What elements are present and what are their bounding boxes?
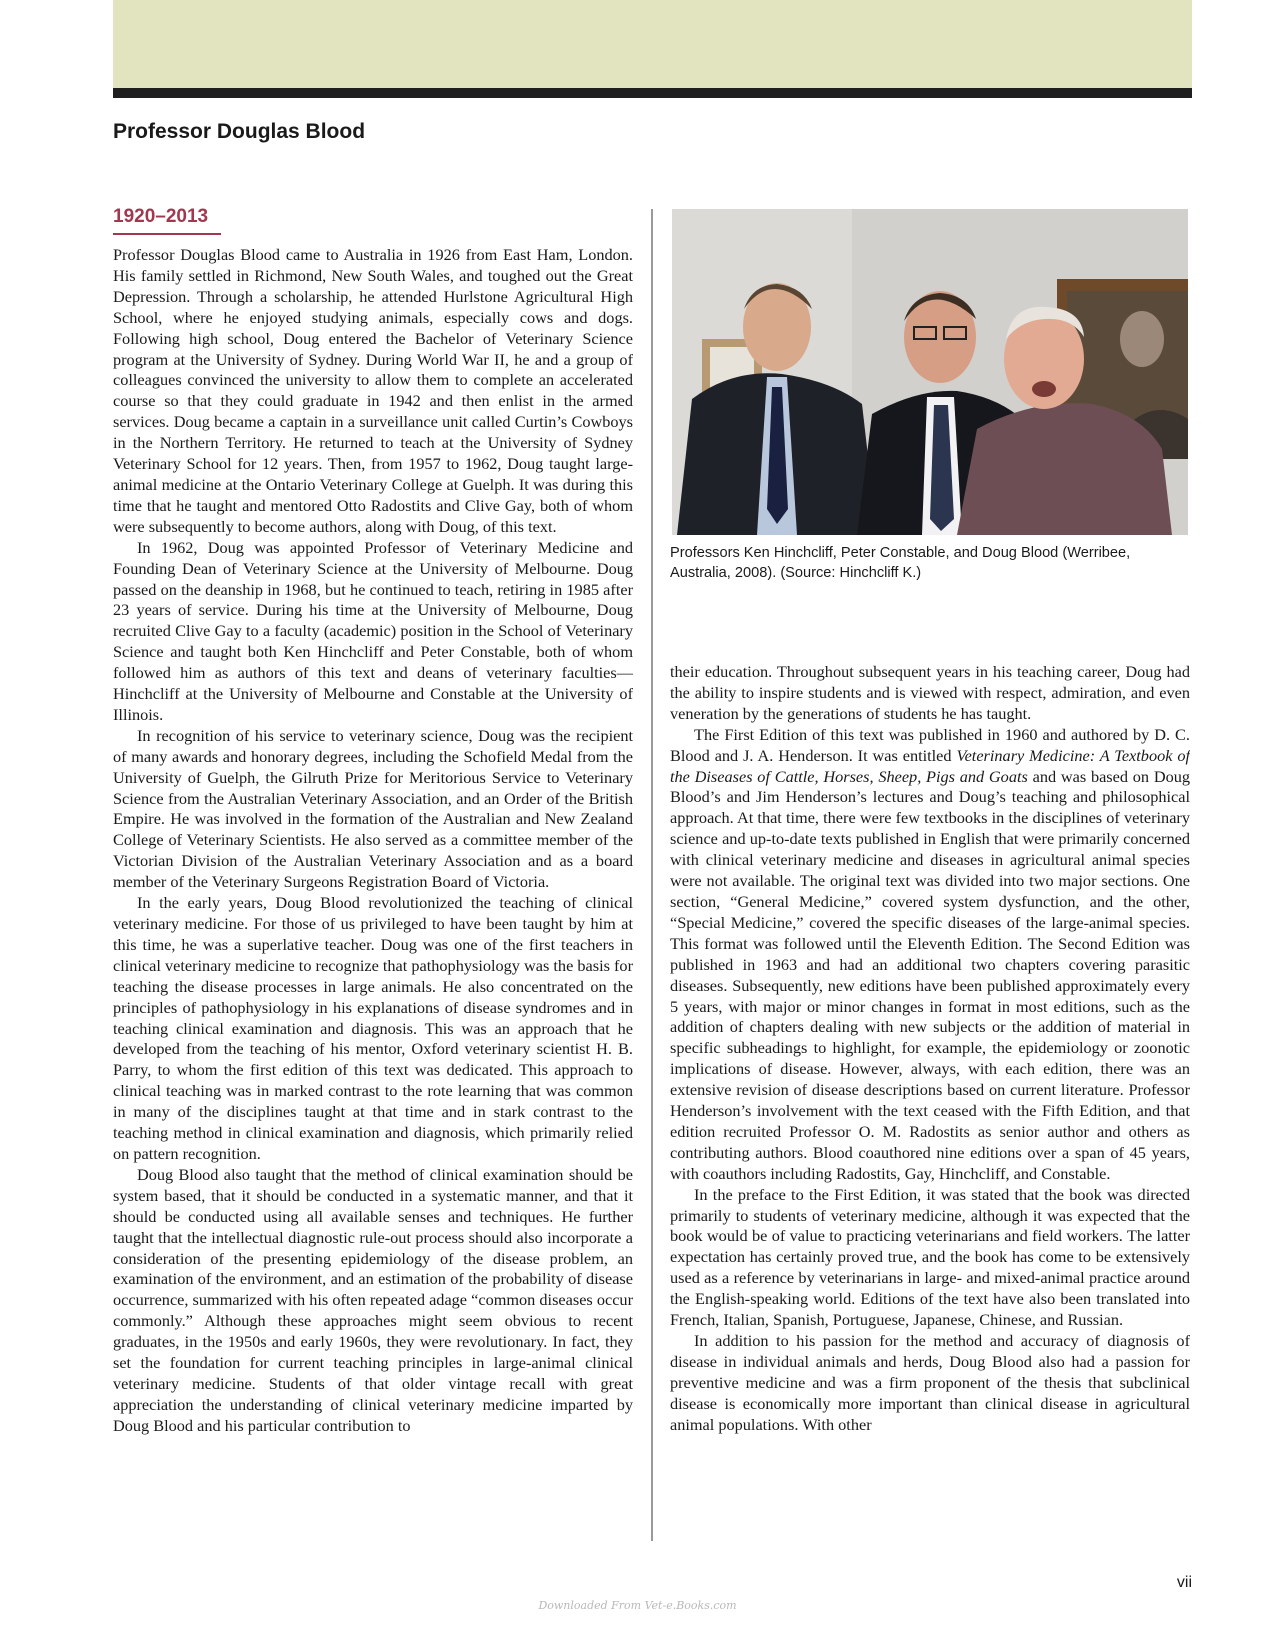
paragraph: In the preface to the First Edition, it was stated that the book was directed primarily to students of veterinary medicine, although it was expected that the book would be of value to practicing veterinarians and field workers. The latter expectation has certainly proved true, and the book has come to be extensively used as a reference by veterinarians in large- and mixed-animal practice around the English-speaking world. Editions of the text have also been translated into French, Italian, Spanish, Portuguese, Japanese, Chinese, and Russian.: [670, 1184, 1190, 1330]
years-heading: 1920–2013: [113, 206, 209, 227]
watermark: Downloaded From Vet-e.Books.com: [538, 1599, 737, 1612]
left-column: [113, 245, 633, 1545]
header-rule: [113, 88, 1192, 98]
book-title: Veterinary Medicine: A Textbook of the Diseases of Cattle, Horses, Sheep, Pigs and Goats: [670, 745, 1190, 786]
years-underline: [113, 233, 221, 235]
paragraph: In addition to his passion for the method and accuracy of diagnosis of disease in individual animals and herds, Doug Blood also had a passion for preventive medicine and was a firm proponent of the thesis that subclinical disease is economically more important than clinical disease in agricultural animal populations. With other: [670, 1331, 1190, 1434]
portrait-photo: [672, 209, 1188, 535]
paragraph: Professor Douglas Blood came to Australia in 1926 from East Ham, London. His family settled in Richmond, New South Wales, and toughed out the Great Depression. Through a scholarship, he attended Hurlstone Agricultural High School, where he enjoyed studying animals, especially cows and dogs. Following high school, Doug entered the Bachelor of Veterinary Science program at the University of Sydney. During World War II, he and a group of colleagues convinced the university to allow them to complete an accelerated course so that they could graduate in 1942 and then enlist in the armed services. Doug became a captain in a surveillance unit called Curtin’s Cowboys in the Northern Territory. He returned to teach at the University of Sydney Veterinary School for 12 years. Then, from 1957 to 1962, Doug taught large-animal medicine at the Ontario Veterinary College at Guelph. It was during this time that he taught and mentored Otto Radostits and Clive Gay, both of whom were subsequently to become authors, along with Doug, of this text.: [113, 245, 633, 536]
paragraph: their education. Throughout subsequent years in his teaching career, Doug had the ability to inspire students and is viewed with respect, admiration, and even veneration by the generations of students he has taught.: [670, 662, 1190, 723]
photo-illustration: [672, 209, 1188, 535]
paragraph: In the early years, Doug Blood revolutionized the teaching of clinical veterinary medicine. For those of us privileged to have been taught by him at this time, he was a superlative teacher. Doug was one of the first teachers in clinical veterinary medicine to recognize that pathophysiology was the basis for teaching the disease processes in large animals. He also concentrated on the principles of pathophysiology in his explanations of disease syndromes and in teaching clinical examination and diagnosis. This was an approach that he developed from the teaching of his mentor, Oxford veterinary scientist H. B. Parry, to whom the first edition of this text was dedicated. This approach to clinical teaching was in marked contrast to the rote learning that was common in many of the disciplines taught at that time and in stark contrast to the teaching method in clinical examination and diagnosis, which primarily relied on pattern recognition.: [113, 893, 633, 1163]
paragraph: Doug Blood also taught that the method of clinical examination should be system based, that it should be conducted in a systematic manner, and that it should be conducted using all available senses and techniques. He further taught that the intellectual diagnostic rule-out process should also incorporate a consideration of the presenting epidemiology of the disease problem, an examination of the environment, and an estimation of the probability of disease occurrence, summarized with his often repeated adage “common diseases occur commonly.” Although these approaches might seem obvious to recent graduates, in the 1950s and early 1960s, they were revolutionary. In fact, they set the foundation for current teaching principles in large-animal clinical veterinary medicine. Students of that older vintage recall with great appreciation the understanding of clinical veterinary medicine imparted by Doug Blood and his particular contribution to: [113, 1164, 633, 1435]
header-band: [113, 0, 1192, 88]
paragraph-text: and was based on Doug Blood’s and Jim Henderson’s lectures and Doug’s teaching and philosophical approach. At that time, there were few textbooks in the disciplines of veterinary science and up-to-date texts published in English that were primarily concerned with clinical veterinary medicine and diseases in agricultural animal species were not available. The original text was divided into two major sections. One section, “General Medicine,” covered system dysfunction, and the other, “Special Medicine,” covered the specific diseases of the large-animal species. This format was followed until the Eleventh Edition. The Second Edition was published in 1963 and had an additional two chapters covering parasitic diseases. Subsequently, new editions have been published approximately every 5 years, with major or minor changes in format in most editions, such as the addition of chapters dealing with new subjects or the addition of material in specific subheadings to highlight, for example, the epidemiology or zoonotic implications of disease. However, always, with each edition, there was an extensive revision of disease descriptions based on current literature. Professor Henderson’s involvement with the text ceased with the Fifth Edition, and that edition recruited Professor O. M. Radostits as senior author and others as contributing authors. Blood coauthored nine editions over a span of 45 years, with coauthors including Radostits, Gay, Hinchcliff, and Constable.: [670, 766, 1190, 1183]
paragraph-text: The First Edition of this text was published in 1960 and authored by D. C. Blood and J. A. Henderson. It was entitled: [670, 724, 1190, 765]
column-divider: [651, 209, 653, 1541]
page-number: vii: [1176, 1574, 1192, 1591]
paragraph: In recognition of his service to veterinary science, Doug was the recipient of many awards and honorary degrees, including the Schofield Medal from the University of Guelph, the Gilruth Prize for Meritorious Service to Veterinary Science from the Australian Veterinary Association, and an Order of the British Empire. He was involved in the formation of the Australian and New Zealand College of Veterinary Scientists. He also served as a committee member of the Victorian Division of the Australian Veterinary Association and as a board member of the Veterinary Surgeons Registration Board of Victoria.: [113, 725, 633, 892]
photo-caption: Professors Ken Hinchcliff, Peter Constable, and Doug Blood (Werribee, Australia, 2008). (Source: Hinchcliff K.): [670, 545, 1131, 581]
right-column: [670, 662, 1190, 1542]
paragraph: [670, 725, 1190, 1185]
paragraph: In 1962, Doug was appointed Professor of Veterinary Medicine and Founding Dean of Veterinary Science at the University of Melbourne. Doug passed on the deanship in 1968, but he continued to teach, retiring in 1985 after 23 years of service. During his time at the University of Melbourne, Doug recruited Clive Gay to a faculty (academic) position in the School of Veterinary Science and taught both Ken Hinchcliff and Peter Constable, both of whom followed him as authors of this text and deans of veterinary faculties—Hinchcliff at the University of Melbourne and Constable at the University of Illinois.: [113, 537, 633, 724]
page-title: Professor Douglas Blood: [113, 120, 366, 143]
